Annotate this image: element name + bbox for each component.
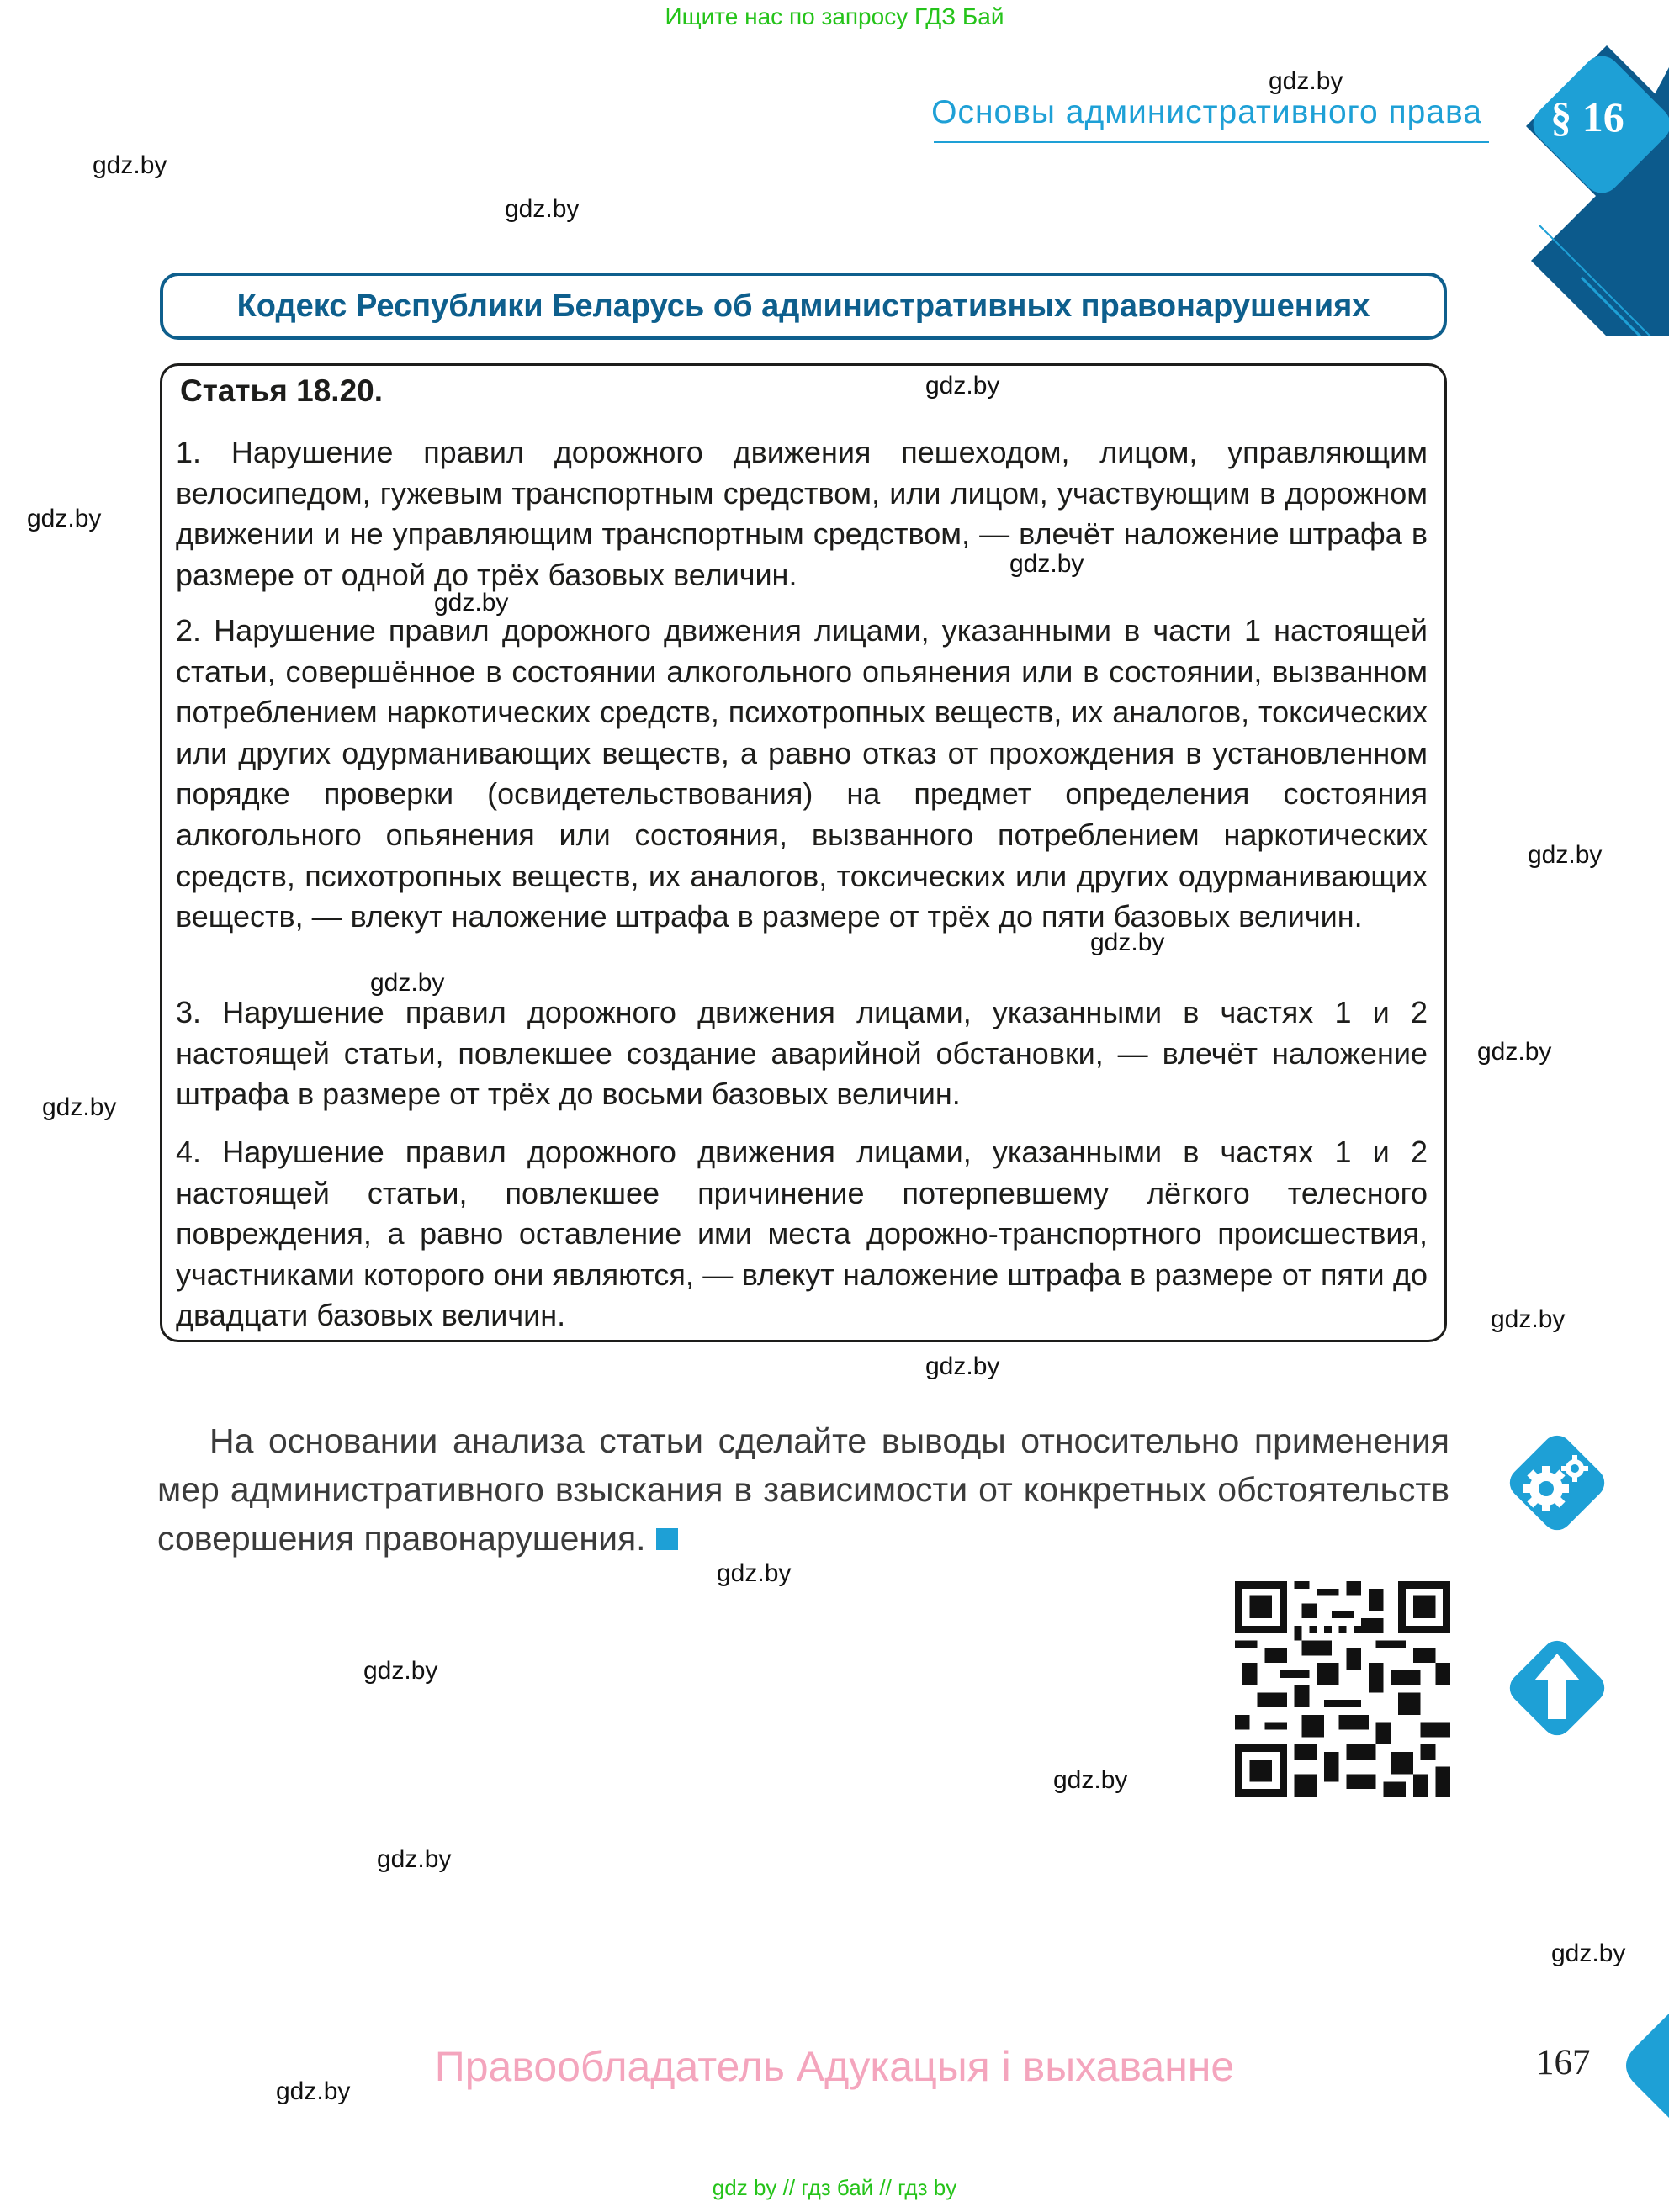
watermark: gdz.by	[1491, 1305, 1566, 1333]
watermark: gdz.by	[1090, 929, 1165, 956]
watermark: gdz.by	[27, 505, 102, 532]
watermark: gdz.by	[363, 1657, 438, 1685]
code-title: Кодекс Республики Беларусь об административных правонарушениях	[160, 273, 1447, 340]
watermark: gdz.by	[370, 969, 445, 997]
watermark: gdz.by	[93, 151, 167, 179]
end-mark-square	[656, 1528, 678, 1550]
article-paragraph-4: 4. Нарушение правил дорожного движения лицами, указанными в частях 1 и 2 настоящей статьи, повлекшее причинение потерпевшему лёгкого телесного повреждения, а равно оставление ими места дорожно-транспортного происшествия, участниками которого они являются, — влекут наложение штрафа в размере от пяти до двадцати базовых величин.	[176, 1135, 1428, 1333]
watermark: gdz.by	[377, 1845, 452, 1873]
article-paragraph-3: 3. Нарушение правил дорожного движения лицами, указанными в частях 1 и 2 настоящей статьи, повлекшее создание аварийной обстановки, — влечёт наложение штрафа в размере от трёх до восьми базовых величин.	[176, 995, 1428, 1112]
watermark: gdz.by	[505, 195, 580, 223]
header-rule	[934, 141, 1489, 143]
watermark: gdz.by	[276, 2077, 351, 2105]
watermark: gdz.by	[717, 1559, 792, 1587]
article-heading: Статья 18.20.	[180, 373, 384, 408]
article-paragraph-2: 2. Нарушение правил дорожного движения лицами, указанными в части 1 настоящей статьи, совершённое в состоянии алкогольного опьянения или в состоянии, вызванном потреблением наркотических средств, психотропных веществ, их аналогов, токсических или других одурманивающих веществ, а равно отказ от прохождения в установленном порядке проверки (освидетельствования) на предмет определения состояния алкогольного опьянения или состояния, вызванного потреблением наркотических средств, психотропных веществ, их аналогов, токсических или других одурманивающих веществ, — влекут наложение штрафа в размере от трёх до пяти базовых величин.	[176, 613, 1428, 934]
watermark: gdz.by	[434, 589, 509, 617]
gears-icon[interactable]	[1494, 1420, 1620, 1546]
arrow-up-icon[interactable]	[1494, 1625, 1620, 1751]
qr-code[interactable]	[1235, 1581, 1450, 1797]
watermark: gdz.by	[925, 372, 1000, 400]
watermark: gdz.by	[1053, 1766, 1128, 1794]
watermark: gdz.by	[1269, 67, 1343, 95]
watermark: gdz.by	[925, 1352, 1000, 1380]
task-text	[157, 1416, 1449, 1563]
promo-banner[interactable]: Ищите нас по запросу ГДЗ Бай	[665, 3, 1004, 29]
task-text-content: На основании анализа статьи сделайте выводы относительно применения мер административного взыскания в зависимости от конкретных обстоятельств совершения правонарушения.	[157, 1421, 1449, 1558]
watermark: gdz.by	[1009, 550, 1084, 578]
section-badge: § 16	[1550, 93, 1624, 140]
page-corner-marker	[1619, 2014, 1669, 2118]
watermark: gdz.by	[1477, 1038, 1552, 1066]
rights-holder: Правообладатель Адукацыя і выхаванне	[434, 2043, 1235, 2090]
bottom-links[interactable]: gdz by // гдз бай // гдз by	[712, 2175, 957, 2200]
section-title: Основы административного права	[931, 94, 1482, 130]
watermark: gdz.by	[1551, 1939, 1626, 1967]
page-number: 167	[1536, 2043, 1591, 2082]
watermark: gdz.by	[1528, 841, 1603, 869]
watermark: gdz.by	[42, 1093, 117, 1121]
article-paragraph-1: 1. Нарушение правил дорожного движения пешеходом, лицом, управляющим велосипедом, гужевым транспортным средством, или лицом, участвующим в дорожном движении и не управляющим транспортным средством, — влечёт наложение штрафа в размере от одной до трёх базовых величин.	[176, 435, 1428, 592]
